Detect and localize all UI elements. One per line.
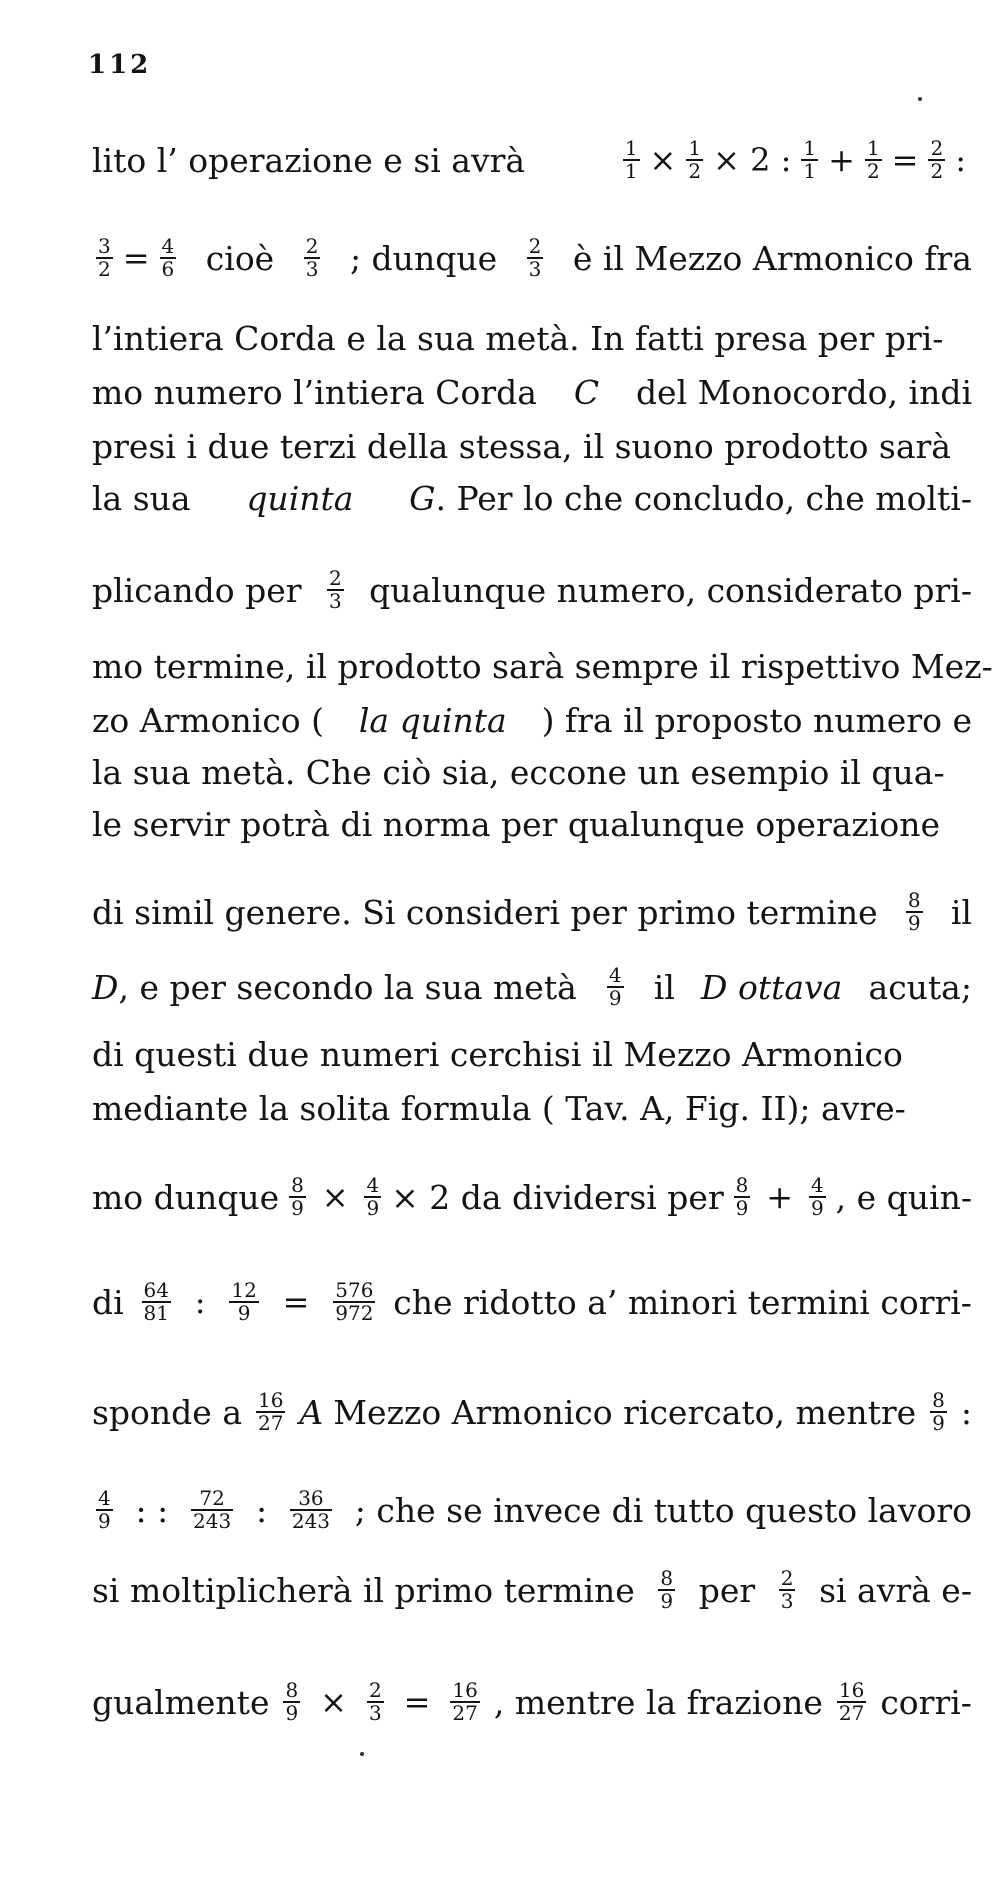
text-segment: lito l’ operazione e si avrà (92, 140, 526, 180)
denominator: 3 (368, 1701, 382, 1725)
fraction (160, 236, 177, 280)
text-segment: sponde a (92, 1392, 242, 1432)
fraction (930, 1390, 947, 1434)
plus-sign: + (766, 1178, 794, 1216)
text-segment: ; che se invece di tutto questo lavoro (354, 1490, 972, 1530)
denominator: 3 (528, 257, 542, 281)
denominator: 9 (811, 1196, 824, 1220)
text-segment: corri- (880, 1682, 972, 1722)
numerator: 64 (143, 1278, 169, 1302)
numerator: 8 (932, 1388, 945, 1412)
equals-sign: = (891, 141, 919, 179)
fraction (290, 1488, 332, 1532)
numerator: 8 (907, 888, 921, 912)
text-line-7 (92, 568, 972, 612)
fraction (327, 568, 344, 612)
fraction (906, 890, 923, 934)
text-segment: , e per secondo la sua metà (118, 967, 577, 1007)
numerator: 2 (368, 1678, 382, 1702)
fraction (527, 236, 544, 280)
numerator: 1 (624, 136, 638, 160)
text-line-8 (92, 647, 993, 686)
fraction (333, 1280, 375, 1324)
text-line-3 (92, 319, 972, 358)
text-segment: si avrà e- (819, 1570, 972, 1610)
denominator: 3 (305, 257, 319, 281)
denominator: 243 (291, 1509, 331, 1533)
denominator: 9 (735, 1196, 749, 1220)
text-line-19 (92, 1488, 972, 1532)
equals-sign: = (122, 239, 150, 277)
numerator: 576 (335, 1278, 374, 1302)
denominator: 6 (161, 257, 175, 281)
denominator: 27 (452, 1701, 478, 1725)
text-line-14 (92, 1035, 972, 1074)
text-segment: il (950, 892, 972, 932)
text-segment: le servir potrà di norma per qualunque operazione (92, 805, 940, 844)
denominator: 1 (803, 159, 817, 183)
numerator: 4 (811, 1173, 824, 1197)
numerator: 16 (452, 1678, 478, 1702)
operator: × 2 : (713, 141, 792, 179)
text-segment: qualunque numero, considerato pri- (369, 570, 972, 610)
numerator: 1 (803, 136, 817, 160)
denominator: 1 (624, 159, 638, 183)
text-segment: di (92, 1282, 124, 1322)
numerator: 4 (366, 1173, 380, 1197)
plus-sign: + (828, 141, 855, 179)
denominator: 9 (660, 1589, 674, 1613)
text-segment: × 2 da dividersi per (391, 1177, 724, 1217)
fraction (289, 1175, 306, 1219)
text-segment: zo Armonico ( (92, 701, 325, 740)
numerator: 8 (291, 1173, 304, 1197)
text-segment: , e quin- (835, 1177, 972, 1217)
text-segment: : : (135, 1490, 169, 1530)
text-segment: plicando per (92, 570, 302, 610)
text-segment: mo dunque (92, 1177, 280, 1217)
italic-phrase: D ottava (701, 967, 843, 1007)
text-line-1 (92, 138, 972, 182)
text-segment: per (698, 1570, 756, 1610)
fraction (623, 138, 640, 182)
denominator: 9 (907, 911, 921, 935)
denominator: 9 (932, 1411, 945, 1435)
text-segment: presi i due terzi della stessa, il suono prodotto sarà (92, 427, 951, 466)
text-line-5 (92, 427, 972, 466)
italic-phrase: la quinta (358, 701, 507, 740)
text-segment: mo numero l’intiera Corda (92, 373, 537, 412)
fraction (191, 1488, 233, 1532)
denominator: 81 (143, 1301, 169, 1325)
denominator: 3 (780, 1589, 794, 1613)
fraction (658, 1568, 675, 1612)
ratio-sign: : (194, 1283, 206, 1321)
equals-sign: = (403, 1683, 431, 1721)
denominator: 9 (285, 1701, 299, 1725)
fraction (686, 138, 703, 182)
text-line-9 (92, 701, 972, 740)
text-segment: l’intiera Corda e la sua metà. In fatti presa per pri- (92, 319, 944, 358)
text-segment: cioè (205, 238, 275, 278)
text-segment: ; dunque (349, 238, 498, 278)
numerator: 16 (257, 1388, 284, 1412)
denominator: 9 (366, 1196, 380, 1220)
text-segment: è il Mezzo Armonico fra (572, 238, 972, 278)
text-line-15 (92, 1089, 972, 1128)
speck (918, 97, 922, 101)
ratio-sign: : (955, 141, 966, 179)
text-segment: che ridotto a’ minori termini corri- (393, 1282, 972, 1322)
italic-word: quinta (246, 479, 354, 518)
numerator: 2 (528, 234, 542, 258)
text-line-4 (92, 373, 972, 412)
text-line-11 (92, 805, 972, 844)
italic-letter: C (573, 373, 600, 412)
text-line-18 (92, 1390, 972, 1434)
numerator: 72 (199, 1486, 225, 1510)
speck (360, 1752, 364, 1756)
numerator: 2 (305, 234, 319, 258)
numerator: 8 (735, 1173, 749, 1197)
denominator: 2 (866, 159, 880, 183)
text-segment: la sua (92, 479, 191, 518)
fraction (229, 1280, 258, 1324)
equals-sign: = (282, 1283, 310, 1321)
fraction (256, 1390, 285, 1434)
formula (92, 236, 180, 280)
numerator: 1 (688, 136, 702, 160)
fraction (837, 1680, 866, 1724)
text-segment: Mezzo Armonico ricercato, mentre (333, 1392, 917, 1432)
fraction (801, 138, 818, 182)
denominator: 9 (237, 1301, 251, 1325)
numerator: 8 (660, 1566, 674, 1590)
text-segment: : (960, 1392, 972, 1432)
numerator: 1 (866, 136, 880, 160)
text-segment: la sua metà. Che ciò sia, eccone un esempio il qua- (92, 753, 945, 792)
text-segment: . Per lo che concludo, che molti- (435, 479, 972, 518)
text-line-16 (92, 1175, 972, 1219)
times-sign: × (320, 1683, 347, 1721)
text-segment: , mentre la frazione (493, 1682, 823, 1722)
text-segment: gualmente (92, 1682, 270, 1722)
denominator: 2 (98, 257, 111, 281)
text-segment: di simil genere. Si consideri per primo termine (92, 892, 878, 932)
fraction (450, 1680, 479, 1724)
numerator: 12 (231, 1278, 257, 1302)
denominator: 243 (193, 1509, 232, 1533)
numerator: 16 (838, 1678, 865, 1702)
numerator: 2 (780, 1566, 794, 1590)
fraction (607, 965, 624, 1009)
formula (619, 138, 972, 182)
numerator: 8 (285, 1678, 299, 1702)
numerator: 4 (161, 234, 175, 258)
fraction (734, 1175, 751, 1219)
numerator: 2 (328, 566, 342, 590)
denominator: 27 (838, 1701, 865, 1725)
text-segment: si moltiplicherà il primo termine (92, 1570, 635, 1610)
text-line-21 (92, 1680, 972, 1724)
denominator: 9 (608, 986, 622, 1010)
text-segment: il (653, 967, 675, 1007)
fraction (304, 236, 321, 280)
numerator: 36 (298, 1486, 324, 1510)
page-number: 112 (88, 50, 152, 80)
text-line-20 (92, 1568, 972, 1612)
text-segment: del Monocordo, indi (635, 373, 972, 412)
numerator: 2 (930, 136, 944, 160)
times-sign: × (649, 141, 677, 179)
fraction (809, 1175, 826, 1219)
text-segment: di questi due numeri cerchisi il Mezzo Armonico (92, 1035, 903, 1074)
text-segment: acuta; (868, 967, 972, 1007)
denominator: 9 (291, 1196, 304, 1220)
denominator: 9 (98, 1509, 111, 1533)
text-line-12 (92, 890, 972, 934)
denominator: 2 (930, 159, 944, 183)
text-line-6 (92, 479, 972, 518)
text-line-17 (92, 1280, 972, 1324)
text-segment: mediante la solita formula ( Tav. A, Fig. II); avre- (92, 1089, 906, 1128)
fraction (364, 1175, 381, 1219)
numerator: 4 (608, 963, 622, 987)
fraction (142, 1280, 171, 1324)
fraction (865, 138, 882, 182)
italic-letter: A (299, 1392, 324, 1432)
fraction (928, 138, 945, 182)
text-segment: : (255, 1490, 268, 1530)
fraction (96, 1488, 113, 1532)
fraction (367, 1680, 384, 1724)
denominator: 27 (257, 1411, 284, 1435)
text-segment: ) fra il proposto numero e (541, 701, 972, 740)
times-sign: × (321, 1178, 349, 1216)
text-line-2 (92, 236, 972, 280)
text-line-13 (92, 965, 972, 1009)
denominator: 972 (335, 1301, 374, 1325)
italic-letter: G (409, 479, 436, 518)
text-line-10 (92, 753, 972, 792)
fraction (779, 1568, 796, 1612)
fraction (96, 236, 113, 280)
text-segment: mo termine, il prodotto sarà sempre il rispettivo Mez- (92, 647, 993, 686)
denominator: 2 (688, 159, 702, 183)
numerator: 3 (98, 234, 111, 258)
fraction (283, 1680, 300, 1724)
italic-letter: D (92, 967, 119, 1007)
denominator: 3 (328, 589, 342, 613)
numerator: 4 (98, 1486, 111, 1510)
